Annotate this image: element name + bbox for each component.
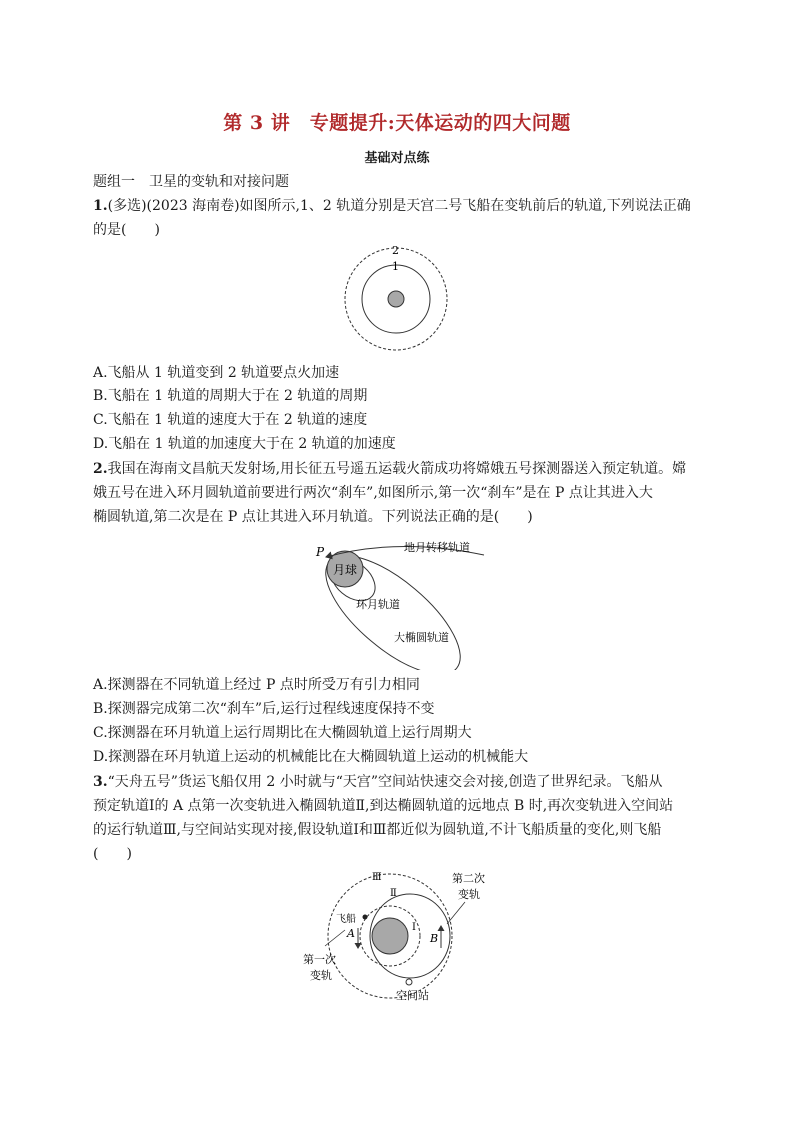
label-point-p: P bbox=[316, 545, 325, 559]
group-heading: 题组一 卫星的变轨和对接问题 bbox=[93, 174, 289, 190]
label-station: 空间站 bbox=[396, 989, 429, 1002]
label-orbit-ii: Ⅱ bbox=[390, 888, 397, 899]
question-3-line-1 bbox=[93, 770, 663, 794]
label-lunar-orbit: 环月轨道 bbox=[356, 598, 400, 611]
question-3-line-3: 的运行轨道Ⅲ,与空间站实现对接,假设轨道Ⅰ和Ⅲ都近似为圆轨道,不计飞船质量的变化,则飞船 bbox=[93, 822, 662, 838]
question-3-line-2: 预定轨道Ⅰ的 A 点第一次变轨进入椭圆轨道Ⅱ,到达椭圆轨道的远地点 B 时,再次变轨进入空间站 bbox=[93, 798, 674, 814]
question-2-option-d: D.探测器在环月轨道上运动的机械能比在大椭圆轨道上运动的机械能大 bbox=[93, 749, 529, 765]
label-orbit-i: Ⅰ bbox=[412, 922, 416, 933]
question-2-line-3: 椭圆轨道,第二次是在 P 点让其进入环月轨道。下列说法正确的是( ) bbox=[93, 509, 533, 525]
question-2-text-1: 我国在海南文昌航天发射场,用长征五号遥五运载火箭成功将嫦娥五号探测器送入预定轨道。嫦 bbox=[107, 461, 687, 477]
earth-icon bbox=[372, 918, 408, 954]
question-1-line-2: 的是( ) bbox=[93, 222, 160, 238]
label-ship: 飞船 bbox=[336, 914, 356, 925]
figure-docking-orbits bbox=[300, 868, 500, 1008]
question-3-text-1: “天舟五号”货运飞船仅用 2 小时就与“天宫”空间站快速交会对接,创造了世界纪录。飞船从 bbox=[107, 774, 663, 790]
page-title: 第 3 讲 专题提升:天体运动的四大问题 bbox=[223, 112, 571, 134]
planet-icon bbox=[388, 291, 404, 307]
question-1-option-a: A.飞船从 1 轨道变到 2 轨道要点火加速 bbox=[93, 365, 340, 381]
label-point-b: B bbox=[430, 932, 439, 945]
label-second-change-1: 第二次 bbox=[452, 872, 485, 885]
label-orbit-iii: Ⅲ bbox=[372, 872, 382, 883]
section-subtitle: 基础对点练 bbox=[364, 151, 430, 166]
question-1-option-b: B.飞船在 1 轨道的周期大于在 2 轨道的周期 bbox=[93, 388, 368, 404]
question-1-text-1: (多选)(2023 海南卷)如图所示,1、2 轨道分别是天宫二号飞船在变轨前后的轨道,下列说法正确 bbox=[107, 198, 691, 214]
question-1-option-c: C.飞船在 1 轨道的速度大于在 2 轨道的速度 bbox=[93, 412, 368, 428]
question-1-number: 1. bbox=[93, 198, 108, 214]
label-second-change-2: 变轨 bbox=[458, 888, 480, 901]
question-3-number: 3. bbox=[93, 774, 108, 790]
label-moon: 月球 bbox=[333, 563, 358, 577]
second-change-leader bbox=[447, 902, 465, 924]
question-2-option-b: B.探测器完成第二次“刹车”后,运行过程线速度保持不变 bbox=[93, 701, 435, 717]
label-first-change-1: 第一次 bbox=[303, 953, 336, 966]
question-2-line-1 bbox=[93, 457, 686, 481]
station-icon bbox=[406, 979, 412, 985]
question-2-option-c: C.探测器在环月轨道上运行周期比在大椭圆轨道上运行周期大 bbox=[93, 725, 472, 741]
label-orbit-1: 1 bbox=[392, 260, 399, 273]
ship-dot bbox=[363, 915, 368, 920]
question-2-line-2: 娥五号在进入环月圆轨道前要进行两次“刹车”,如图所示,第一次“刹车”是在 P 点让其进入大 bbox=[93, 485, 653, 501]
figure-orbits-1-2 bbox=[340, 244, 456, 352]
question-2-number: 2. bbox=[93, 461, 108, 477]
label-big-ellipse: 大椭圆轨道 bbox=[394, 631, 449, 644]
question-2-option-a: A.探测器在不同轨道上经过 P 点时所受万有引力相同 bbox=[93, 677, 420, 693]
label-transfer-orbit: 地月转移轨道 bbox=[404, 541, 470, 554]
question-1-line-1 bbox=[93, 194, 691, 218]
question-1-option-d: D.飞船在 1 轨道的加速度大于在 2 轨道的加速度 bbox=[93, 436, 396, 452]
question-3-line-4: ( ) bbox=[93, 846, 132, 862]
label-first-change-2: 变轨 bbox=[310, 969, 332, 982]
label-point-a: A bbox=[347, 927, 355, 940]
label-orbit-2: 2 bbox=[392, 244, 399, 257]
figure-lunar-orbits bbox=[308, 535, 488, 670]
